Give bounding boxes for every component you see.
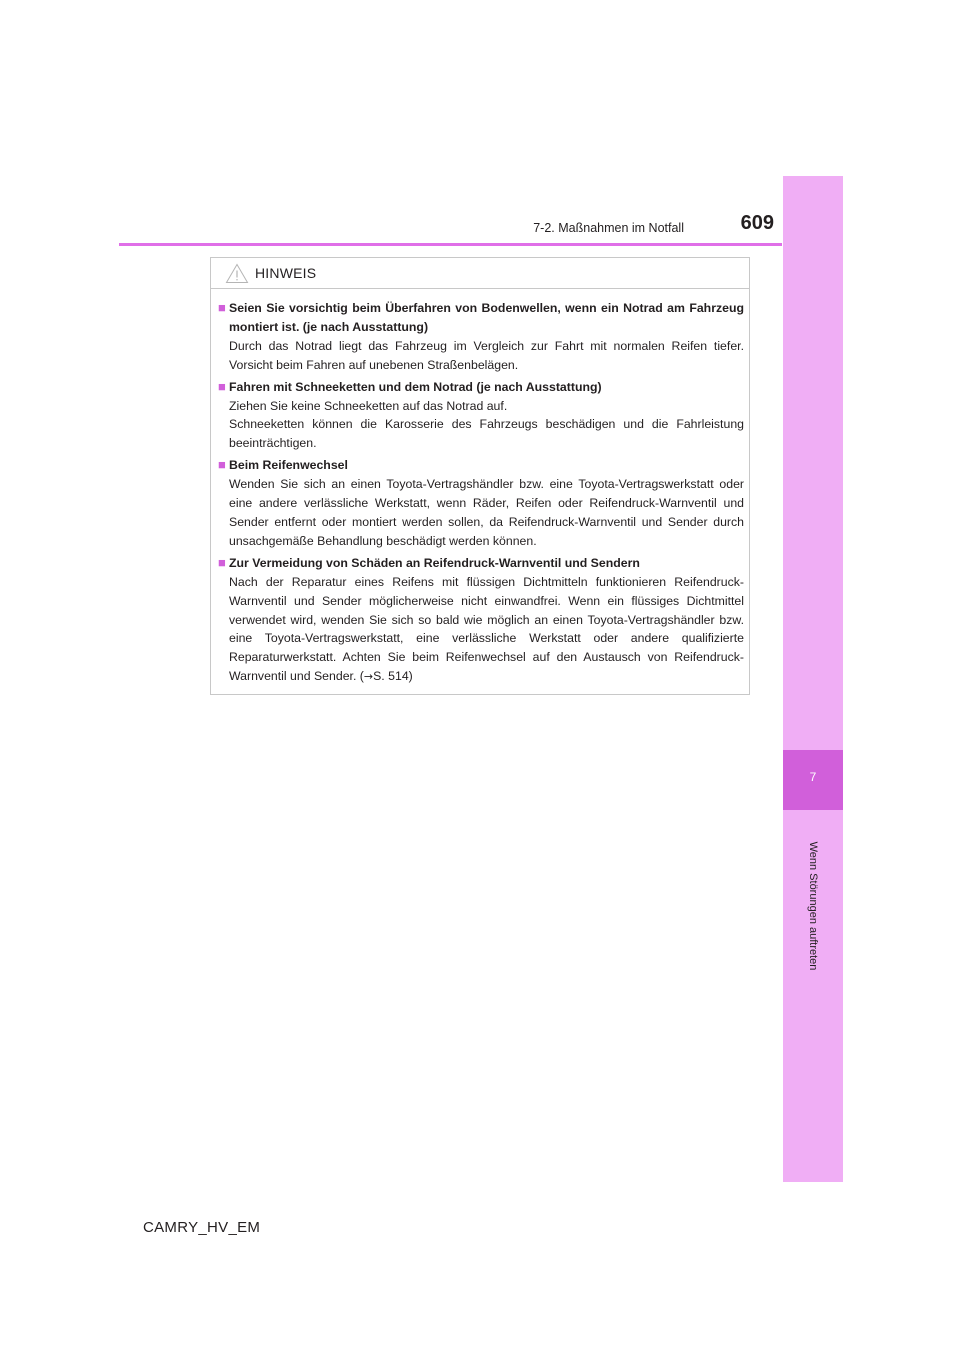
notice-header: [211, 258, 749, 289]
notice-item: [218, 378, 744, 454]
notice-item: [218, 554, 744, 687]
model-code: CAMRY_HV_EM: [143, 1219, 261, 1236]
section-title: 7-2. Maßnahmen im Notfall: [533, 221, 684, 235]
warning-triangle-icon: [225, 263, 249, 284]
notice-title: HINWEIS: [255, 265, 317, 281]
notice-item-heading: ■ Beim Reifenwechsel: [218, 456, 744, 475]
notice-item-text: Wenden Sie sich an einen Toyota-Vertragshändler bzw. eine Toyota-Vertragswerkstatt oder eine andere verlässliche Werkstatt, wenn Räder, Reifen oder Reifendruck-Warnventil und Sender entfernt oder montiert werden sollen, da Reifendruck-Warnventil und Sender durch unsachgemäße Behandlung beschädigt werden können.: [229, 477, 744, 548]
bullet-icon: ■: [218, 554, 226, 570]
notice-body: [218, 299, 744, 690]
bullet-icon: ■: [218, 300, 226, 315]
notice-box: [210, 257, 750, 695]
notice-item-text: Durch das Notrad liegt das Fahrzeug im Vergleich zur Fahrt mit normalen Reifen tiefer. Vorsicht beim Fahren auf unebenen Straßenbelägen.: [229, 338, 744, 372]
notice-item: [218, 299, 744, 375]
chapter-title: Wenn Störungen auftreten: [807, 841, 819, 971]
notice-item: [218, 456, 744, 551]
notice-item-text: Schneeketten können die Karosserie des Fahrzeugs beschädigen und die Fahrleistung beeinträchtigen.: [229, 417, 744, 451]
notice-item-heading: ■ Fahren mit Schneeketten und dem Notrad (je nach Ausstattung): [218, 378, 744, 397]
header-rule: [119, 243, 782, 246]
notice-item-text: Nach der Reparatur eines Reifens mit flüssigen Dichtmitteln funktionieren Reifendruck-Warnventil und Sender möglicherweise nicht einwandfrei. Wenn ein flüssiges Dichtmittel verwendet wird, wenden Sie sich so bald wie möglich an einen Toyota-Vertragshändler bzw. eine Toyota-Vertragswerkstatt, eine verlässliche Werkstatt oder andere qualifizierte Reparaturwerkstatt. Achten Sie beim Reifenwechsel auf den Austausch von Reifendruck-Warnventil und Sender. (→S. 514): [229, 574, 744, 684]
notice-item-heading: ■ Zur Vermeidung von Schäden an Reifendruck-Warnventil und Sendern: [218, 554, 744, 573]
notice-item-heading: ■ Seien Sie vorsichtig beim Überfahren von Bodenwellen, wenn ein Notrad am Fahrzeug montiert ist. (je nach Ausstattung): [218, 300, 744, 334]
chapter-side-tab: [783, 176, 843, 1182]
notice-item-text: Ziehen Sie keine Schneeketten auf das Notrad auf.: [229, 398, 508, 413]
chapter-number: 7: [809, 770, 817, 784]
bullet-icon: ■: [218, 457, 226, 473]
page-reference-arrow-icon: →: [363, 670, 374, 684]
page-reference-link[interactable]: S. 514): [373, 669, 413, 684]
page-number: 609: [740, 212, 774, 234]
bullet-icon: ■: [218, 378, 226, 394]
